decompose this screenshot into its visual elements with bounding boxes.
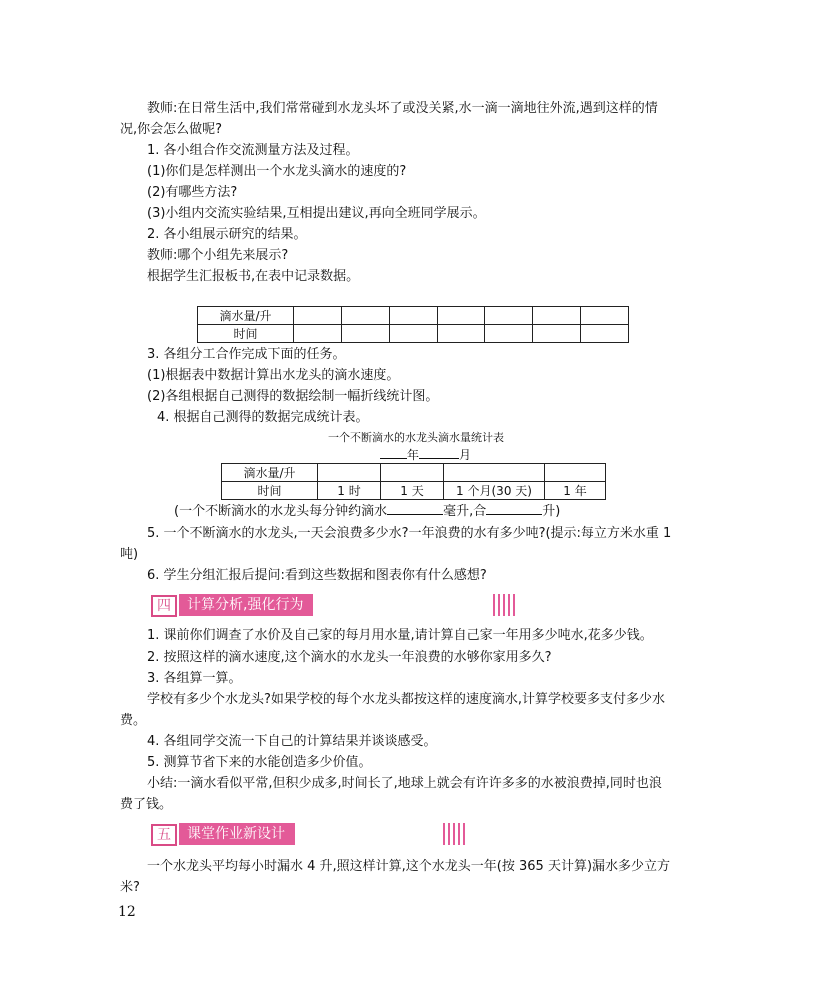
task-2: 2. 按照这样的滴水速度,这个滴水的水龙头一年浪费的水够你家用多久? bbox=[147, 650, 552, 665]
stat-table-time: 1 个月(30 天) bbox=[444, 482, 545, 500]
stat-table-label-time: 时间 bbox=[222, 482, 318, 500]
step-2-b: 根据学生汇报板书,在表中记录数据。 bbox=[147, 269, 360, 284]
month-blank bbox=[419, 445, 459, 459]
month-label: 月 bbox=[459, 448, 472, 462]
record-table-cell bbox=[341, 325, 389, 343]
step-5: 5. 一个不断滴水的水龙头,一天会浪费多少水?一年浪费的水有多少吨?(提示:每立方米水重 1 bbox=[147, 526, 672, 541]
minute-note-suffix: 升) bbox=[542, 504, 561, 519]
task-3-cont: 费。 bbox=[120, 713, 147, 728]
section-banner-5 bbox=[151, 823, 341, 845]
record-table-cell bbox=[485, 307, 533, 325]
stat-table-time: 1 时 bbox=[318, 482, 381, 500]
record-table-cell bbox=[294, 325, 342, 343]
task-3: 3. 各组算一算。 bbox=[147, 671, 242, 686]
record-table-cell bbox=[581, 325, 629, 343]
stat-table-cell bbox=[545, 464, 606, 482]
record-table bbox=[197, 306, 629, 343]
task-5: 5. 测算节省下来的水能创造多少价值。 bbox=[147, 755, 372, 770]
record-table-cell bbox=[533, 325, 581, 343]
record-table-cell bbox=[294, 307, 342, 325]
stat-table-cell bbox=[381, 464, 444, 482]
banner-stripes-decoration bbox=[493, 594, 515, 616]
l-blank bbox=[486, 501, 542, 515]
step-1-b: (2)有哪些方法? bbox=[147, 185, 238, 200]
record-table-cell bbox=[485, 325, 533, 343]
step-3: 3. 各组分工合作完成下面的任务。 bbox=[147, 347, 346, 362]
record-table-label-amount: 滴水量/升 bbox=[198, 307, 294, 325]
step-1: 1. 各小组合作交流测量方法及过程。 bbox=[147, 143, 359, 158]
page-number: 12 bbox=[118, 904, 136, 920]
step-4: 4. 根据自己测得的数据完成统计表。 bbox=[157, 410, 369, 425]
para-teacher-question-cont: 况,你会怎么做呢? bbox=[120, 122, 223, 137]
task-1: 1. 课前你们调查了水价及自己家的每月用水量,请计算自己家一年用多少吨水,花多少钱。 bbox=[147, 628, 653, 643]
task-3-a: 学校有多少个水龙头?如果学校的每个水龙头都按这样的速度滴水,计算学校要多支付多少水 bbox=[147, 692, 666, 707]
step-3-a: (1)根据表中数据计算出水龙头的滴水速度。 bbox=[147, 368, 400, 383]
ml-blank bbox=[387, 501, 443, 515]
summary: 小结:一滴水看似平常,但积少成多,时间长了,地球上就会有许许多多的水被浪费掉,同时也浪 bbox=[147, 776, 662, 791]
stat-table-title: 一个不断滴水的水龙头滴水量统计表 bbox=[328, 431, 504, 444]
record-table-cell bbox=[341, 307, 389, 325]
homework-question-cont: 米? bbox=[120, 880, 140, 895]
record-table-cell bbox=[389, 325, 437, 343]
record-table-cell bbox=[581, 307, 629, 325]
section-number-4: 四 bbox=[151, 595, 177, 617]
stat-table-time: 1 年 bbox=[545, 482, 606, 500]
step-2-a: 教师:哪个小组先来展示? bbox=[147, 248, 289, 263]
section-title-4: 计算分析,强化行为 bbox=[179, 594, 313, 616]
step-1-a: (1)你们是怎样测出一个水龙头滴水的速度的? bbox=[147, 164, 407, 179]
year-label: 年 bbox=[407, 448, 420, 462]
record-table-cell bbox=[533, 307, 581, 325]
para-teacher-question: 教师:在日常生活中,我们常常碰到水龙头坏了或没关紧,水一滴一滴地往外流,遇到这样的情 bbox=[147, 101, 658, 116]
section-banner-4 bbox=[151, 594, 369, 616]
record-table-cell bbox=[437, 307, 485, 325]
stat-table-time: 1 天 bbox=[381, 482, 444, 500]
homework-question: 一个水龙头平均每小时漏水 4 升,照这样计算,这个水龙头一年(按 365 天计算)漏水多少立方 bbox=[147, 859, 671, 874]
record-table-label-time: 时间 bbox=[198, 325, 294, 343]
banner-stripes-decoration bbox=[443, 823, 465, 845]
task-4: 4. 各组同学交流一下自己的计算结果并谈谈感受。 bbox=[147, 734, 437, 749]
record-table-cell bbox=[437, 325, 485, 343]
section-title-5: 课堂作业新设计 bbox=[179, 823, 295, 845]
step-6: 6. 学生分组汇报后提问:看到这些数据和图表你有什么感想? bbox=[147, 568, 487, 583]
record-table-cell bbox=[389, 307, 437, 325]
stat-table-label-amount: 滴水量/升 bbox=[222, 464, 318, 482]
stat-table-cell bbox=[318, 464, 381, 482]
step-5-cont: 吨) bbox=[120, 547, 139, 562]
year-blank bbox=[380, 445, 407, 459]
section-number-5: 五 bbox=[151, 824, 177, 846]
minute-note-prefix: (一个不断滴水的水龙头每分钟约滴水 bbox=[174, 504, 388, 519]
summary-cont: 费了钱。 bbox=[120, 797, 173, 812]
stat-table-cell bbox=[444, 464, 545, 482]
step-3-b: (2)各组根据自己测得的数据绘制一幅折线统计图。 bbox=[147, 389, 439, 404]
step-2: 2. 各小组展示研究的结果。 bbox=[147, 227, 307, 242]
stat-table bbox=[221, 463, 606, 500]
minute-note-mid: 毫升,合 bbox=[443, 504, 487, 519]
minute-note bbox=[174, 501, 560, 522]
stat-table-date bbox=[380, 445, 471, 465]
step-1-c: (3)小组内交流实验结果,互相提出建议,再向全班同学展示。 bbox=[147, 206, 486, 221]
